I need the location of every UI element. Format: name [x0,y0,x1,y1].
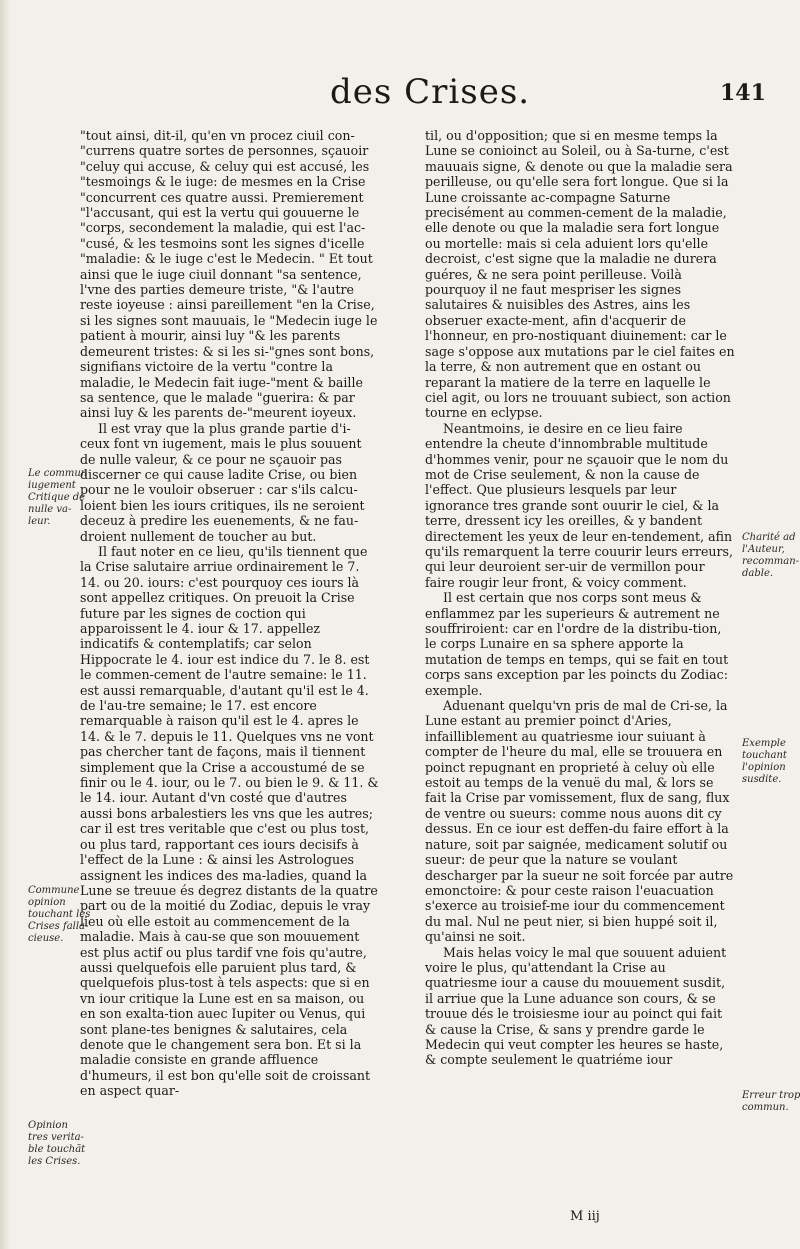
running-title: des Crises. [330,72,531,112]
paragraph: "tout ainsi, dit-il, qu'en vn procez ciuil con-"currens quatre sortes de personnes, sçauoir "celuy qui accuse, & celuy qui est accusé, les "tesmoings & le iuge: de mesmes en la Crise "concurrent ces quatre aussi. Premierement "l'accusant, qui est la vertu qui gouuerne le "corps, secondement la maladie, qui est l'ac-"cusé, & les tesmoins sont les signes d'icelle "maladie: & le iuge c'est le Medecin. " Et tout ainsi que le iuge ciuil donnant "sa sentence, l'vne des parties demeure triste, "& l'autre reste ioyeuse : ainsi pareillement "en la Crise, si les signes sont mauuais, le "Medecin iuge le patient à mourir, ainsi luy "& les parents demeurent tristes: & si les si-"gnes sont bons, signifians victoire de la vertu "contre la maladie, le Medecin fait iuge-"ment & baille sa sentence, que le malade "guerira: & par ainsi luy & les parents de-"meurent ioyeux. [80,128,378,421]
paragraph: Mais helas voicy le mal que souuent aduient voire le plus, qu'attendant la Crise au quatriesme iour a cause du mouuement susdit, il arriue que la Lune aduance son cours, & se trouue dés le troisiesme iour au poinct qui fait & cause la Crise, & sans y prendre garde le Medecin qui veut compter les heures se haste, & compte seulement le quatriéme iour [425,944,727,1068]
paragraph: Il est certain que nos corps sont meus & enflammez par les superieurs & autrement ne souffriroient: car en l'ordre de la distribu-tion, le corps Lunaire en sa sphere apporte la mutation de temps en temps, qui se fait en tout corps sans exception par les poincts du Zodiac: exemple. [425,590,729,698]
paragraph: Il est vray que la plus grande partie d'i-ceux font vn iugement, mais le plus souuent de nulle valeur, & ce pour ne sçauoir pas discerner ce qui cause ladite Crise, ou bien pour ne le vouloir obseruer : car s'ils calcu-loient bien les iours critiques, ils ne seroient deceuz à predire les euenements, & ne fau-droient nullement de toucher au but. [80,420,365,544]
margin-note-left: Opinion tres verita- ble touchãt les Crises. [28,1120,86,1167]
right-column [425,128,735,1213]
paragraph: Neantmoins, ie desire en ce lieu faire entendre la cheute d'innombrable multitude d'hommes venir, pour ne sçauoir que le nom du mot de Crise seulement, & non la cause de l'effect. Que plusieurs lesquels par leur ignorance tres grande sont ouurir le ciel, & la terre, dressent icy les oreilles, & y bandent directement les yeux de leur en-tendement, afin qu'ils remarquent la terre couurir leurs erreurs, qui leur deuroient ser-uir de vermillon pour faire rougir leur front, & voicy comment. [425,420,733,590]
margin-note-right: Charité ad l'Auteur, recomman- dable. [742,532,800,579]
left-column [80,128,380,1213]
margin-note-left: Commune opinion touchant les Crises falla- cieuse. [28,885,91,944]
paragraph: til, ou d'opposition; que si en mesme temps la Lune se conioinct au Soleil, ou à Sa-turne, c'est mauuais signe, & denote ou que la maladie sera perilleuse, ou qu'elle sera fort longue. Que si la Lune croissante ac-compagne Saturne precisément au commen-cement de la maladie, elle denote ou que la maladie sera fort longue ou mortelle: mais si cela aduient lors qu'elle decroist, c'est signe que la maladie ne durera guéres, & ne sera point perilleuse. Voilà pourquoy il ne faut mespriser les signes salutaires & nuisibles des Astres, ains les obseruer exacte-ment, afin d'acquerir de l'honneur, en pro-nostiquant diuinement: car le sage s'oppose aux mutations par le ciel faites en la terre, & non autrement que en ostant ou reparant la matiere de la terre en laquelle le ciel agit, ou lors ne trouuant subiect, son action tourne en eclypse. [425,128,735,421]
page-number: 141 [720,80,766,106]
paragraph: Il faut noter en ce lieu, qu'ils tiennent que la Crise salutaire arriue ordinairement le 7. 14. ou 20. iours: c'est pourquoy ces iours là sont appellez critiques. On preuoit la Crise future par les signes de coction qui apparoissent le 4. iour & 17. appellez indicatifs & contemplatifs; car selon Hippocrate le 4. iour est indice du 7. le 8. est le commen-cement de l'autre semaine: le 11. est aussi remarquable, d'autant qu'il est le 4. de l'au-tre semaine; le 17. est encore remarquable à raison qu'il est le 4. apres le 14. & le 7. depuis le 11. Quelques vns ne vont pas chercher tant de façons, mais il tiennent simplement que la Crise a accoustumé de se finir ou le 4. iour, ou le 7. ou bien le 9. & 11. & le 14. iour. Autant d'vn costé que d'autres aussi bons arbalestiers les vns que les autres; car il est tres veritable que c'est ou plus tost, ou plus tard, rapportant ces iours decisifs à l'effect de la Lune : & ainsi les Astrologues assignent les indices des ma-ladies, quand la Lune se treuue és degrez distants de la quatre part ou de la moitié du Zodiac, depuis le vray lieu où elle estoit au commencement de la maladie. Mais à cau-se que son mouuement est plus actif ou plus tardif vne fois qu'autre, aussi quelquefois elle paruient plus tard, & quelquefois plus-tost à tels aspects: que si en vn iour critique la Lune est en sa maison, ou en son exalta-tion auec Iupiter ou Venus, qui sont plane-tes benignes & salutaires, cela denote que le changement sera bon. Et si la maladie consiste en grande affluence d'humeurs, il est bon qu'elle soit de croissant en aspect quar- [80,543,379,1099]
margin-note-right: Erreur trop commun. [742,1090,800,1113]
page-header [0,72,800,122]
margin-note-right: Exemple touchant l'opinion susdite. [742,738,787,785]
signature-mark: M iij [570,1209,600,1224]
paragraph: Aduenant quelqu'vn pris de mal de Cri-se, la Lune estant au premier poinct d'Aries, infailliblement au quatriesme iour suiuant à compter de l'heure du mal, elle se trouuera en poinct repugnant en proprieté à celuy où elle estoit au temps de la venuë du mal, & lors se fait la Crise par vomissement, flux de sang, flux de ventre ou sueurs: comme nous auons dit cy dessus. En ce iour est deffen-du faire effort à la nature, soit par saignée, medicament solutif ou sueur: de peur que la nature se voulant descharger par la sueur ne soit forcée par autre emonctoire: & pour ceste raison l'euacuation s'exerce au troisief-me iour du commencement du mal. Nul ne peut nier, si bien huppé soit il, qu'ainsi ne soit. [425,698,734,945]
page-binding-edge [0,0,10,1249]
margin-note-left: Le commun iugement Critique de nulle va- leur. [28,468,88,527]
